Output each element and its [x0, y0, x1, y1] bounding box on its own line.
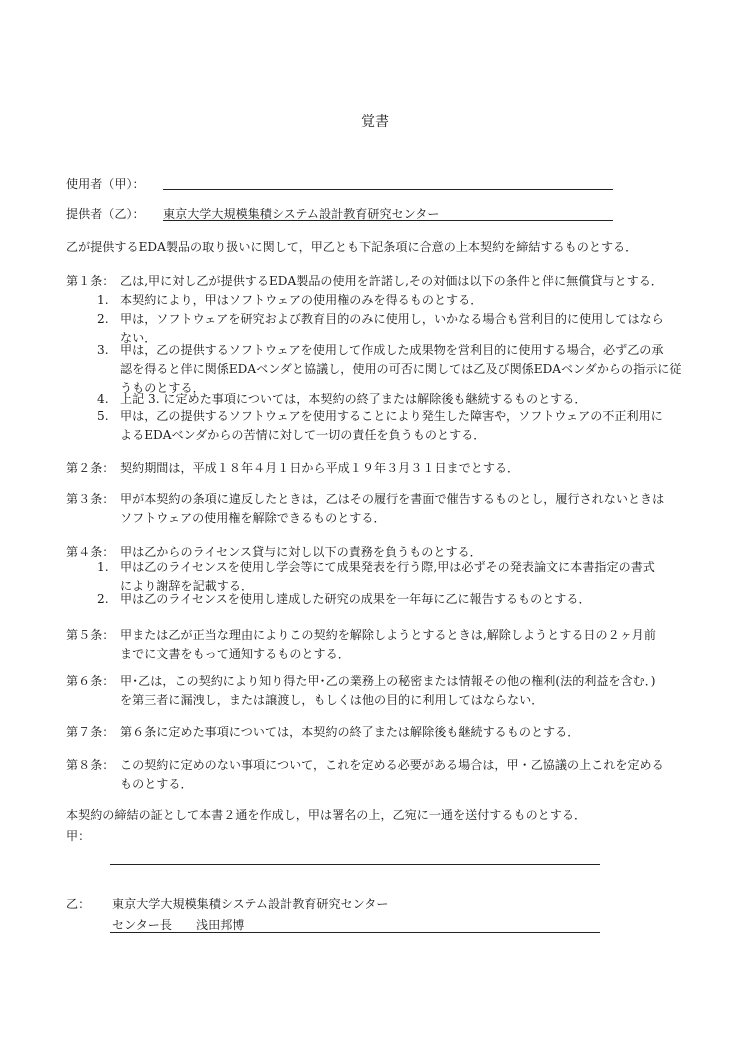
article-2-label: 第２条：	[66, 461, 115, 475]
party-b-name: 浅田邦博	[196, 918, 245, 932]
article-3-body	[120, 490, 664, 528]
user-party-label: 使用者（甲）：	[66, 177, 145, 191]
item-line: 甲は，乙の提供するソフトウェアを使用することにより発生した障害や，ソフトウェアの不正利用に	[120, 409, 663, 423]
article-line: ものとする．	[120, 777, 193, 791]
item-line: 甲は，乙の提供するソフトウェアを使用して作成した成果物を営利目的に使用する場合，必ず乙の承	[120, 343, 664, 357]
item-number: 1.	[97, 293, 109, 307]
article-1-item-1	[120, 291, 482, 310]
article-line: ソフトウェアの使用権を解除できるものとする．	[120, 511, 386, 525]
article-2-body	[120, 459, 519, 478]
article-line: 契約期間は，平成１８年４月１日から平成１９年３月３１日までとする．	[120, 461, 520, 475]
article-1-item-5	[120, 407, 663, 445]
provider-party-label: 提供者（乙）：	[66, 207, 145, 221]
user-party-line	[163, 189, 613, 190]
item-line: 甲は，ソフトウェアを研究および教育目的のみに使用し，いかなる場合も営利目的に使用してはなら	[120, 312, 664, 326]
closing-text: 本契約の締結の証として本書２通を作成し，甲は署名の上，乙宛に一通を送付するものとする．	[66, 808, 587, 822]
party-a-signature-label: 甲：	[66, 829, 91, 843]
item-number: 2.	[97, 592, 109, 606]
party-b-organization: 東京大学大規模集積システム設計教育研究センター	[112, 897, 389, 911]
article-line: 甲が本契約の条項に違反したときは，乙はその履行を書面で催告するものとし，履行されないときは	[120, 492, 665, 506]
item-number: 5.	[97, 409, 109, 423]
article-1-label: 第１条：	[66, 274, 115, 288]
party-a-signature-line	[110, 864, 600, 865]
article-4-item-2	[120, 590, 591, 609]
article-4-label: 第４条：	[66, 545, 115, 559]
article-line: までに文書をもって通知するものとする．	[120, 647, 350, 661]
article-line: 甲は乙からのライセンス貸与に対し以下の責務を負うものとする．	[120, 545, 482, 559]
article-6-body	[120, 672, 656, 710]
article-3-label: 第３条：	[66, 492, 115, 506]
item-number: 3.	[97, 343, 109, 357]
party-b-title: センター長	[112, 918, 172, 932]
article-7-body	[120, 723, 579, 742]
item-number: 4.	[97, 392, 109, 406]
party-b-signature-label: 乙：	[66, 897, 91, 911]
article-line: この契約に定めのない事項について，これを定める必要がある場合は，甲・乙協議の上これを定める	[120, 758, 664, 772]
article-1-body	[120, 272, 663, 291]
article-5-body	[120, 626, 656, 664]
article-6-label: 第６条：	[66, 674, 115, 688]
provider-party-value: 東京大学大規模集積システム設計教育研究センター	[163, 207, 440, 221]
article-8-body	[120, 756, 664, 794]
article-line: を第三者に漏洩し，または譲渡し，もしくは他の目的に利用してはならない．	[120, 693, 544, 707]
item-line: ない．	[120, 331, 157, 345]
intro-text: 乙が提供するEDA製品の取り扱いに関して，甲乙とも下記条項に合意の上本契約を締結するものとする．	[66, 240, 638, 254]
item-line: よるEDAベンダからの苦情に対して一切の責任を負うものとする．	[120, 428, 486, 442]
article-line: 甲または乙が正当な理由によりこの契約を解除しようとするときは,解除しようとする日の２ヶ月前	[120, 628, 656, 642]
article-line: 甲･乙は，この契約により知り得た甲･乙の業務上の秘密または情報その他の権利(法的利益を含む．)	[120, 674, 656, 688]
article-line: 乙は,甲に対し乙が提供するEDA製品の使用を許諾し,その対価は以下の条件と伴に無償貸与とする．	[120, 274, 663, 288]
provider-party-line	[163, 220, 613, 221]
item-number: 1.	[97, 560, 109, 574]
article-line: 第６条に定めた事項については，本契約の終了または解除後も継続するものとする．	[120, 725, 580, 739]
party-b-signature-line	[110, 932, 600, 933]
document-title: 覚書	[361, 114, 389, 130]
item-number: 2.	[97, 312, 109, 326]
article-7-label: 第７条：	[66, 725, 115, 739]
article-8-label: 第８条：	[66, 758, 115, 772]
item-line: 甲は乙のライセンスを使用し学会等にて成果発表を行う際,甲は必ずその発表論文に本書指定の書式	[120, 560, 655, 574]
item-line: 本契約により，甲はソフトウェアの使用権のみを得るものとする．	[120, 293, 483, 307]
item-line: 認を得ると伴に関係EDAベンダと協議し，使用の可否に関しては乙及び関係EDAベンダからの指示に従	[120, 362, 682, 376]
item-line: により謝辞を記載する．	[120, 579, 254, 593]
item-line: うものとする．	[120, 381, 205, 395]
item-line: 甲は乙のライセンスを使用し達成した研究の成果を一年毎に乙に報告するものとする．	[120, 592, 591, 606]
article-5-label: 第５条：	[66, 628, 115, 642]
item-line: 上記 3. に定めた事項については，本契約の終了または解除後も継続するものとする．	[120, 392, 587, 406]
